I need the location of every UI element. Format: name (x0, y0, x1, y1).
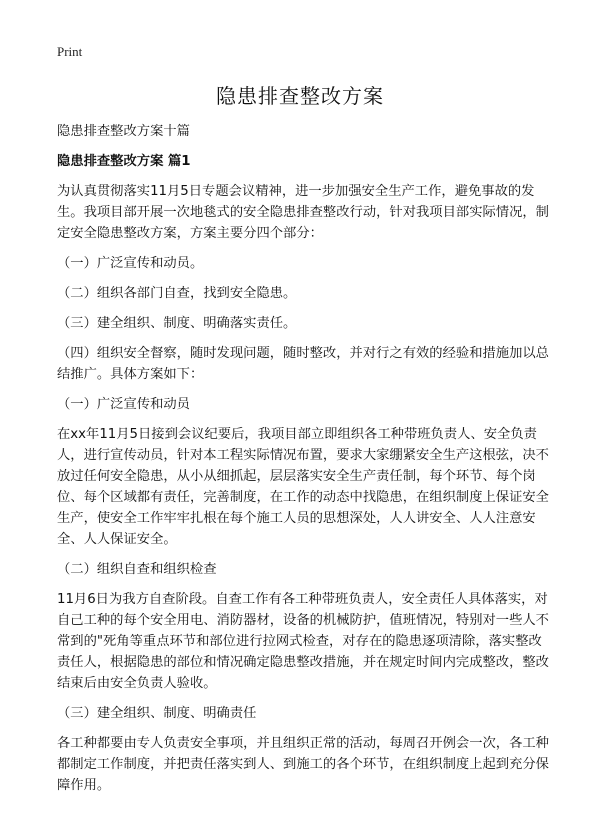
subheading-1: （一）广泛宣传和动员 (57, 397, 190, 412)
paragraph-item-4: （四）组织安全督察，随时发现问题，随时整改，并对行之有效的经验和措施加以总结推广。具体方案如下： (57, 346, 549, 382)
paragraph-item-2: （二）组织各部门自查，找到安全隐患。 (57, 286, 297, 301)
section-heading: 隐患排查整改方案 篇1 (57, 154, 191, 169)
paragraph-item-3: （三）建全组织、制度、明确落实责任。 (57, 316, 297, 331)
paragraph-section-3: 各工种都要由专人负责安全事项，并且组织正常的活动，每周召开例会一次，各工种都制定工作制度，并把责任落实到人、到施工的各个环节，在组织制度上起到充分保障作用。 (57, 736, 549, 793)
paragraph-section-2: 11月6日为我方自查阶段。自查工作有各工种带班负责人，安全责任人具体落实，对自己工种的每个安全用电、消防器材，设备的机械防护，值班情况，特别对一些人不常到的"死角等重点环节和部位进行拉网式检查，对存在的隐患逐项清除，落实整改责任人，根据隐患的部位和情况确定隐患整改措施，并在规定时间内完成整改，整改结束后由安全负责人验收。 (57, 592, 549, 691)
document-subtitle: 隐患排查整改方案十篇 (57, 124, 190, 139)
document-body (57, 181, 552, 805)
paragraph-intro: 为认真贯彻落实11月5日专题会议精神，进一步加强安全生产工作，避免事故的发生。我项目部开展一次地毯式的安全隐患排查整改行动，针对我项目部实际情况，制定安全隐患整改方案，方案主要分四个部分： (57, 184, 549, 241)
print-link[interactable]: Print (57, 44, 83, 59)
subheading-3: （三）建全组织、制度、明确责任 (57, 706, 257, 721)
document-title: 隐患排查整改方案 (216, 84, 384, 108)
subheading-2: （二）组织自查和组织检查 (57, 562, 217, 577)
paragraph-section-1: 在xx年11月5日接到会议纪要后，我项目部立即组织各工种带班负责人、安全负责人，进行宣传动员，针对本工程实际情况布置，要求大家绷紧安全生产这根弦，决不放过任何安全隐患，从小从细抓起，层层落实安全生产责任制，每个环节、每个岗位、每个区域都有责任，完善制度，在工作的动态中找隐患，在组织制度上保证安全生产，使安全工作牢牢扎根在每个施工人员的思想深处，人人讲安全、人人注意安全、人人保证安全。 (57, 427, 549, 547)
paragraph-item-1: （一）广泛宣传和动员。 (57, 256, 204, 271)
